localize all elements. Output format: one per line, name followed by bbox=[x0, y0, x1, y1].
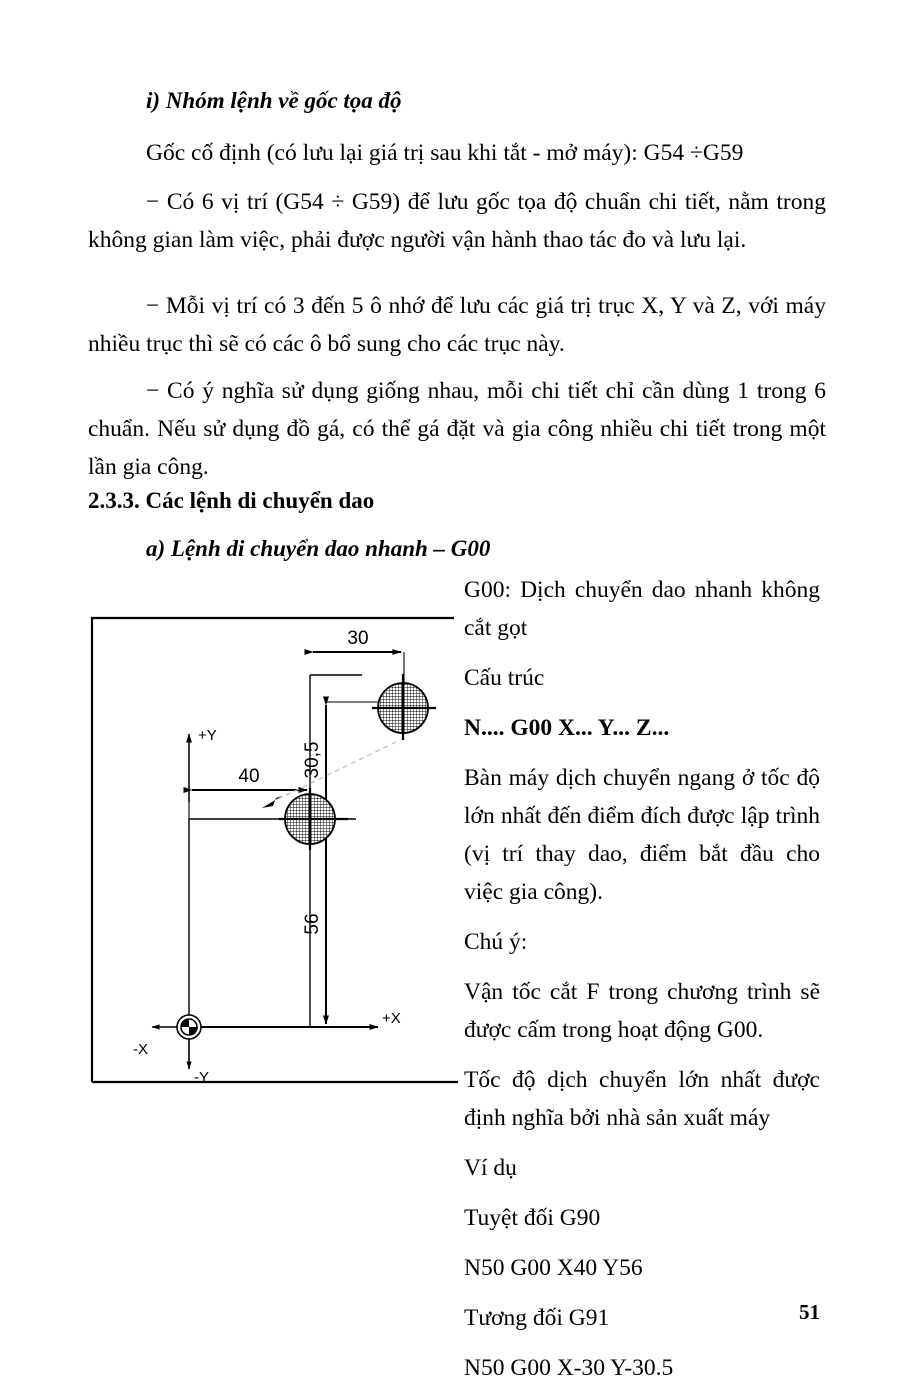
paragraph-vi-du: Ví dụ bbox=[464, 1155, 517, 1181]
bullet-item-2: − Mỗi vị trí có 3 đến 5 ô nhớ để lưu các giá trị trục X, Y và Z, với máy nhiều trục thì sẽ có các ô bổ sung cho các trục này. bbox=[88, 293, 826, 357]
rapid-traverse-path bbox=[262, 742, 396, 808]
paragraph-code-relative: N50 G00 X-30 Y-30.5 bbox=[464, 1355, 674, 1381]
right-column bbox=[464, 571, 820, 1399]
paragraph-tuong-doi-g91: Tương đối G91 bbox=[464, 1305, 610, 1331]
tool-position-start bbox=[279, 788, 348, 850]
dimension-label-30: 30 bbox=[347, 628, 369, 649]
axis-label-plus-y: +Y bbox=[198, 727, 217, 744]
paragraph-chu-y: Chú ý: bbox=[464, 929, 528, 955]
paragraph-toc-do-dich-chuyen: Tốc độ dịch chuyển lớn nhất được định nghĩa bởi nhà sản xuất máy bbox=[464, 1067, 820, 1131]
axis-label-plus-x: +X bbox=[382, 1010, 401, 1027]
axis-label-minus-y: -Y bbox=[194, 1069, 209, 1086]
paragraph-g00-syntax: N.... G00 X... Y... Z... bbox=[464, 715, 670, 741]
paragraph-ban-may: Bàn máy dịch chuyển ngang ở tốc độ lớn nhất đến điểm đích được lập trình (vị trí thay dao, điểm bắt đầu cho việc gia công). bbox=[464, 765, 820, 905]
figure-g00-diagram bbox=[86, 612, 466, 1090]
bullet-item-3: − Có ý nghĩa sử dụng giống nhau, mỗi chi tiết chỉ cần dùng 1 trong 6 chuẩn. Nếu sử dụng đồ gá, có thể gá đặt và gia công nhiều chi tiết trong một lần gia công. bbox=[88, 378, 826, 480]
dimension-label-30-5: 30,5 bbox=[302, 741, 323, 779]
axis-label-minus-x: -X bbox=[133, 1041, 148, 1058]
para-goc-co-dinh: Gốc cố định (có lưu lại giá trị sau khi tắt - mở máy): G54 ÷G59 bbox=[146, 140, 744, 166]
paragraph-code-absolute: N50 G00 X40 Y56 bbox=[464, 1255, 643, 1281]
origin-marker bbox=[177, 1015, 201, 1039]
dimension-label-40: 40 bbox=[238, 766, 260, 787]
heading-2-3-3: 2.3.3. Các lệnh di chuyển dao bbox=[88, 488, 375, 513]
tool-position-target bbox=[372, 674, 436, 740]
paragraph-tuyet-doi-g90: Tuyệt đối G90 bbox=[464, 1205, 601, 1231]
paragraph-van-toc-cat: Vận tốc cắt F trong chương trình sẽ được cấm trong hoạt động G00. bbox=[464, 979, 820, 1043]
bullet-item-1: − Có 6 vị trí (G54 ÷ G59) để lưu gốc tọa độ chuẩn chi tiết, nằm trong không gian làm việc, phải được người vận hành thao tác đo và lưu lại. bbox=[88, 189, 826, 253]
heading-a-lenh-di-chuyen: a) Lệnh di chuyển dao nhanh – G00 bbox=[146, 536, 491, 561]
paragraph-cau-truc: Cấu trúc bbox=[464, 665, 545, 691]
page-number: 51 bbox=[799, 1300, 820, 1324]
heading-i-nhom-lenh: i) Nhóm lệnh về gốc tọa độ bbox=[146, 88, 402, 113]
dimension-label-56: 56 bbox=[302, 913, 323, 935]
paragraph-g00-definition: G00: Dịch chuyển dao nhanh không cắt gọt bbox=[464, 577, 820, 641]
